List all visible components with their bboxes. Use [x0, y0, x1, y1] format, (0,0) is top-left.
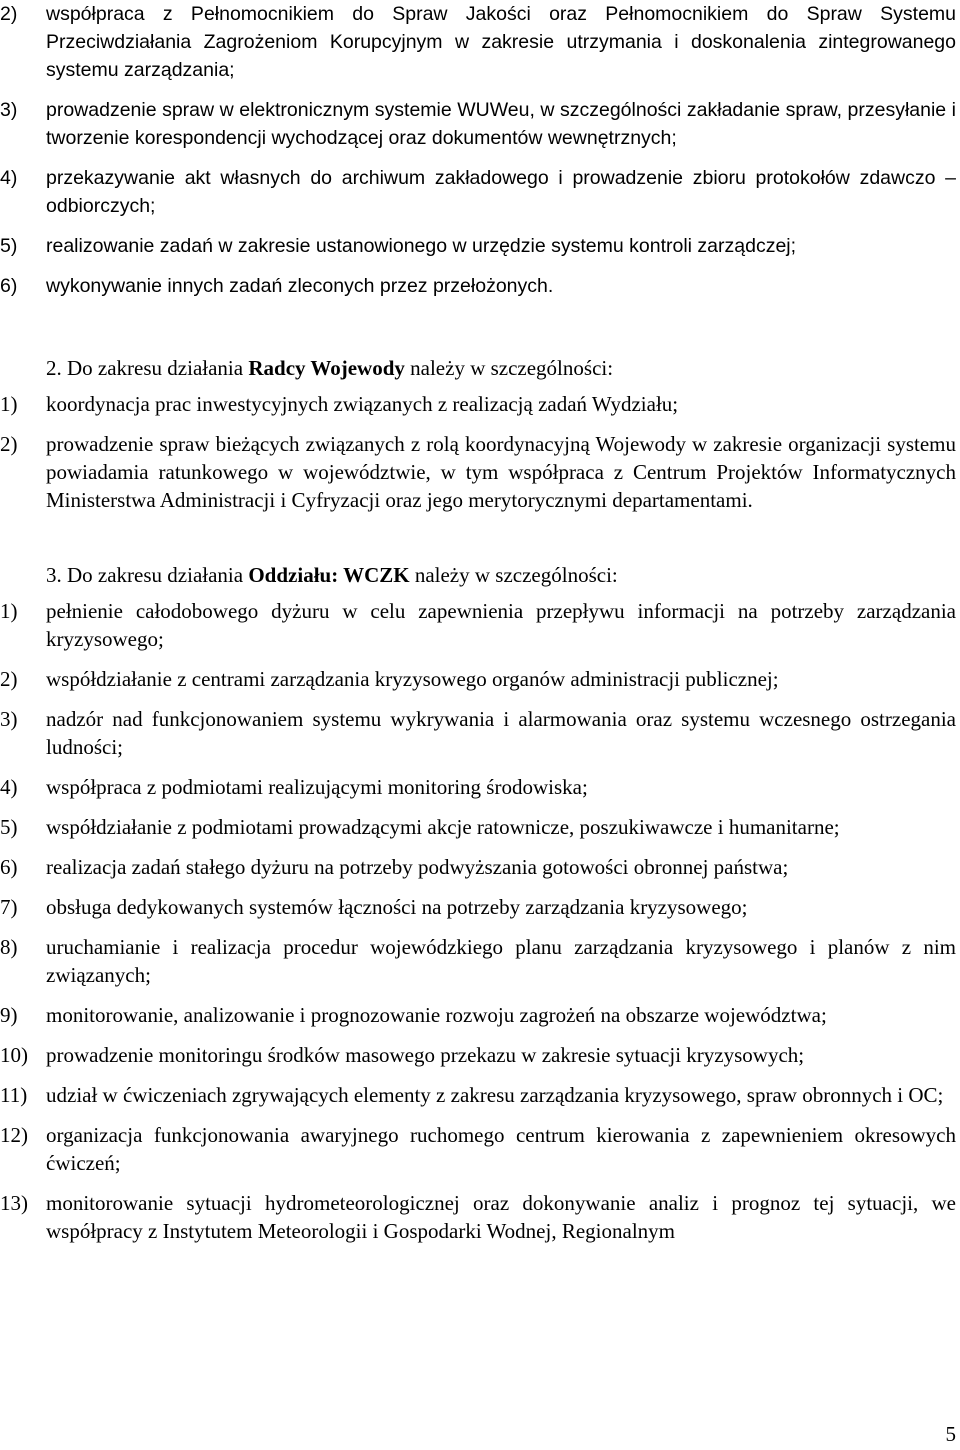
- item-text: prowadzenie spraw w elektronicznym systemie WUWeu, w szczególności zakładanie spraw, przesyłanie i tworzenie korespondencji wychodzącej oraz dokumentów wewnętrznych;: [46, 99, 956, 149]
- list-item: [0, 390, 958, 418]
- section-number: 3.: [46, 563, 62, 587]
- item-number: 10): [0, 1043, 28, 1067]
- item-text: organizacja funkcjonowania awaryjnego ruchomego centrum kierowania z zapewnieniem okresowych ćwiczeń;: [46, 1123, 956, 1175]
- list-item: [0, 272, 958, 300]
- item-number: 3): [0, 99, 18, 121]
- item-text: wykonywanie innych zadań zleconych przez przełożonych.: [46, 275, 554, 297]
- item-number: 2): [0, 3, 18, 25]
- item-number: 8): [0, 935, 18, 959]
- list-item: [0, 430, 958, 514]
- task-list-continued: [0, 0, 958, 312]
- item-number: 6): [0, 275, 18, 297]
- page-number: 5: [945, 1422, 956, 1446]
- list-item: [0, 1189, 958, 1245]
- section-number: 2.: [46, 356, 62, 380]
- list-item: [0, 1041, 958, 1069]
- list-item: [0, 96, 958, 152]
- list-item: [0, 597, 958, 653]
- section-prefix: Do zakresu działania: [67, 563, 244, 587]
- item-number: 13): [0, 1191, 28, 1215]
- item-number: 12): [0, 1123, 28, 1147]
- section-heading-radca: [0, 354, 960, 382]
- section-suffix: należy w szczególności:: [410, 356, 614, 380]
- list-item: [0, 705, 958, 761]
- list-item: [0, 232, 958, 260]
- item-number: 2): [0, 432, 18, 456]
- item-number: 3): [0, 707, 18, 731]
- item-text: monitorowanie, analizowanie i prognozowanie rozwoju zagrożeń na obszarze województwa;: [46, 1003, 827, 1027]
- item-number: 11): [0, 1083, 28, 1107]
- section-subject: Oddziału: WCZK: [248, 563, 410, 587]
- item-number: 1): [0, 392, 18, 416]
- list-item: [0, 853, 958, 881]
- item-number: 9): [0, 1003, 18, 1027]
- list-item: [0, 665, 958, 693]
- item-text: współdziałanie z podmiotami prowadzącymi akcje ratownicze, poszukiwawcze i humanitarne;: [46, 815, 840, 839]
- section-suffix: należy w szczególności:: [414, 563, 618, 587]
- section-prefix: Do zakresu działania: [67, 356, 244, 380]
- item-number: 4): [0, 167, 18, 189]
- item-text: nadzór nad funkcjonowaniem systemu wykrywania i alarmowania oraz systemu wczesnego ostrzegania ludności;: [46, 707, 956, 759]
- item-number: 4): [0, 775, 18, 799]
- item-text: realizowanie zadań w zakresie ustanowionego w urzędzie systemu kontroli zarządczej;: [46, 235, 797, 257]
- item-number: 5): [0, 815, 18, 839]
- item-text: współpraca z podmiotami realizującymi monitoring środowiska;: [46, 775, 588, 799]
- item-text: pełnienie całodobowego dyżuru w celu zapewnienia przepływu informacji na potrzeby zarządzania kryzysowego;: [46, 599, 956, 651]
- item-number: 6): [0, 855, 18, 879]
- item-number: 2): [0, 667, 18, 691]
- item-number: 7): [0, 895, 18, 919]
- item-number: 5): [0, 235, 18, 257]
- item-number: 1): [0, 599, 18, 623]
- list-item: [0, 893, 958, 921]
- list-item: [0, 1001, 958, 1029]
- list-item: [0, 933, 958, 989]
- item-text: współpraca z Pełnomocnikiem do Spraw Jakości oraz Pełnomocnikiem do Spraw Systemu Przeciwdziałania Zagrożeniom Korupcyjnym w zakresie utrzymania i doskonalenia zintegrowanego systemu zarządzania;: [46, 3, 956, 81]
- section-subject: Radcy Wojewody: [248, 356, 405, 380]
- item-text: przekazywanie akt własnych do archiwum zakładowego i prowadzenie zbioru protokołów zdawczo – odbiorczych;: [46, 167, 956, 217]
- list-item: [0, 0, 958, 84]
- item-text: prowadzenie monitoringu środków masowego przekazu w zakresie sytuacji kryzysowych;: [46, 1043, 805, 1067]
- list-item: [0, 1121, 958, 1177]
- list-item: [0, 1081, 958, 1109]
- item-text: uruchamianie i realizacja procedur wojewódzkiego planu zarządzania kryzysowego i planów z nim związanych;: [46, 935, 956, 987]
- section-heading-wczk: [0, 561, 960, 589]
- list-item: [0, 773, 958, 801]
- item-text: prowadzenie spraw bieżących związanych z rolą koordynacyjną Wojewody w zakresie organizacji systemu powiadamia ratunkowego w województwie, w tym współpraca z Centrum Projektów Informatycznych Ministerstwa Administracji i Cyfryzacji oraz jego merytorycznymi departamentami.: [46, 432, 956, 512]
- item-text: udział w ćwiczeniach zgrywających elementy z zakresu zarządzania kryzysowego, spraw obronnych i OC;: [46, 1083, 944, 1107]
- item-text: monitorowanie sytuacji hydrometeorologicznej oraz dokonywanie analiz i prognoz tej sytuacji, we współpracy z Instytutem Meteorologii i Gospodarki Wodnej, Regionalnym: [46, 1191, 956, 1243]
- wczk-task-list: [0, 597, 958, 1257]
- item-text: współdziałanie z centrami zarządzania kryzysowego organów administracji publicznej;: [46, 667, 779, 691]
- radca-task-list: [0, 390, 958, 526]
- item-text: koordynacja prac inwestycyjnych związanych z realizacją zadań Wydziału;: [46, 392, 679, 416]
- item-text: realizacja zadań stałego dyżuru na potrzeby podwyższania gotowości obronnej państwa;: [46, 855, 789, 879]
- list-item: [0, 164, 958, 220]
- item-text: obsługa dedykowanych systemów łączności na potrzeby zarządzania kryzysowego;: [46, 895, 748, 919]
- list-item: [0, 813, 958, 841]
